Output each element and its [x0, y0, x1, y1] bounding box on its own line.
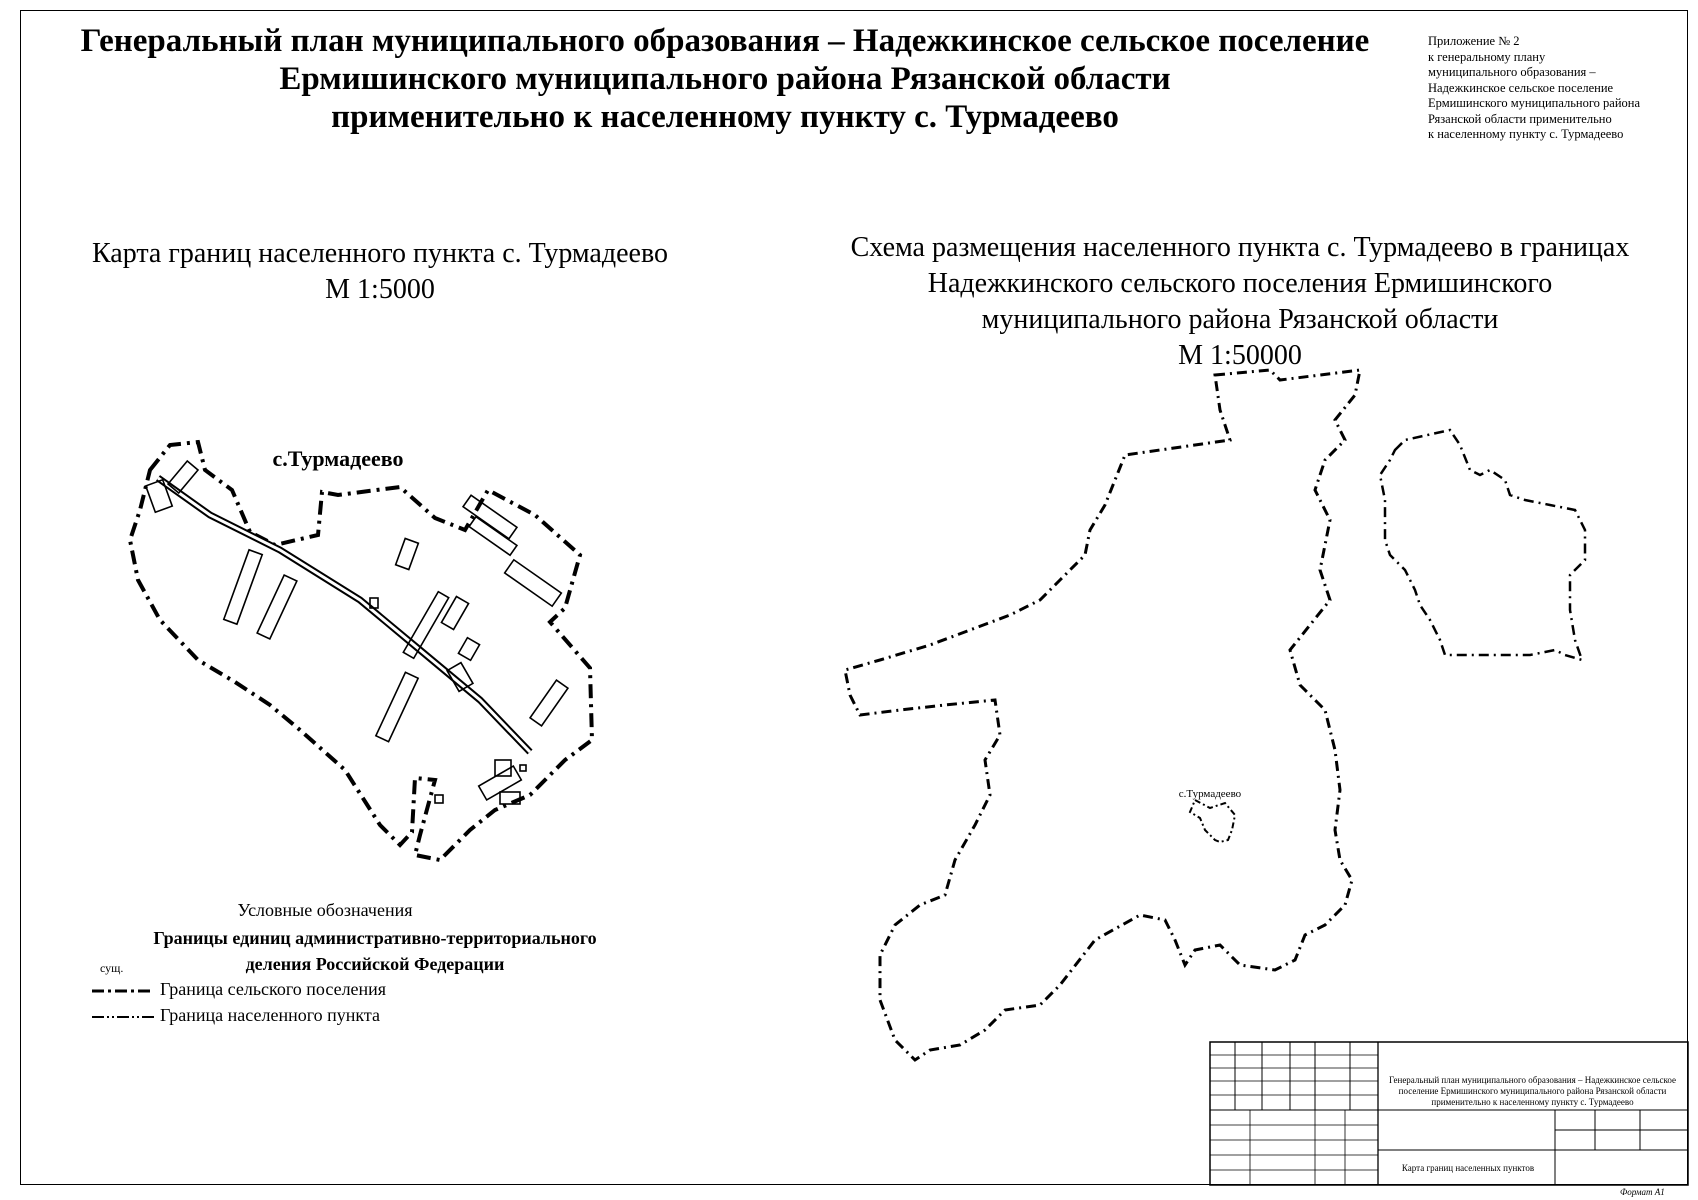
- right-map-scale: М 1:50000: [1178, 340, 1302, 371]
- left-settlement-label: с.Турмадеево: [272, 446, 404, 471]
- legend: [80, 900, 640, 1029]
- right-map-title-line: Схема размещения населенного пункта с. Турмадеево в границах: [850, 232, 1630, 263]
- appendix-line: муниципального образования –: [1428, 65, 1596, 79]
- title-line-3: применительно к населенному пункту с. Турмадеево: [331, 99, 1119, 135]
- appendix-line: Надежкинское сельское поселение: [1428, 80, 1614, 95]
- legend-item-label: Граница сельского поселения: [160, 979, 387, 999]
- neighbor-boundary: [1380, 430, 1585, 660]
- title-line-1: Генеральный план муниципального образования – Надежкинское сельское поселение: [80, 23, 1370, 59]
- left-map-scale: М 1:5000: [325, 274, 435, 305]
- dash-dot-dot-line-icon: [92, 1015, 154, 1019]
- legend-existing-label: сущ.: [100, 961, 124, 975]
- dash-dot-line-icon: [92, 989, 154, 993]
- appendix-line: к населенному пункту с. Турмадеево: [1428, 127, 1624, 141]
- appendix-line: Приложение № 2: [1428, 34, 1520, 48]
- paper-format: Формат А1: [1620, 1187, 1665, 1197]
- appendix-line: к генеральному плану: [1428, 49, 1546, 64]
- appendix-line: Ермишинского муниципального района: [1428, 96, 1641, 110]
- right-map-title-line: Надежкинского сельского поселения Ермишинского: [927, 268, 1553, 299]
- title-block-sheet-title: Карта границ населенных пунктов: [1401, 1163, 1535, 1173]
- right-district-map: [845, 370, 1585, 1060]
- legend-item-settlement-boundary: [80, 1003, 640, 1029]
- appendix-line: Рязанской области применительно: [1428, 111, 1612, 126]
- left-map-title-text: Карта границ населенного пункта с. Турмадеево: [91, 238, 668, 269]
- legend-title: Условные обозначения: [237, 900, 413, 920]
- rural-settlement-boundary: [845, 370, 1360, 1060]
- small-settlement-boundary: [1190, 800, 1235, 842]
- left-settlement-map: [130, 442, 592, 860]
- legend-heading-line: деления Российской Федерации: [245, 954, 505, 974]
- legend-heading: [90, 925, 660, 977]
- title-block-description: Генеральный план муниципального образования – Надежкинское сельское поселение Ермишинского муниципального района Рязанской области применительно к населенному пункту с. Турмадеево: [1388, 1075, 1676, 1107]
- title-line-2: Ермишинского муниципального района Рязанской области: [279, 61, 1171, 97]
- legend-heading-line: Границы единиц административно-территориального: [153, 928, 597, 948]
- right-map-title-line: муниципального района Рязанской области: [981, 304, 1499, 335]
- legend-item-label: Граница населенного пункта: [160, 1005, 380, 1025]
- right-settlement-label: с.Турмадеево: [1178, 788, 1242, 800]
